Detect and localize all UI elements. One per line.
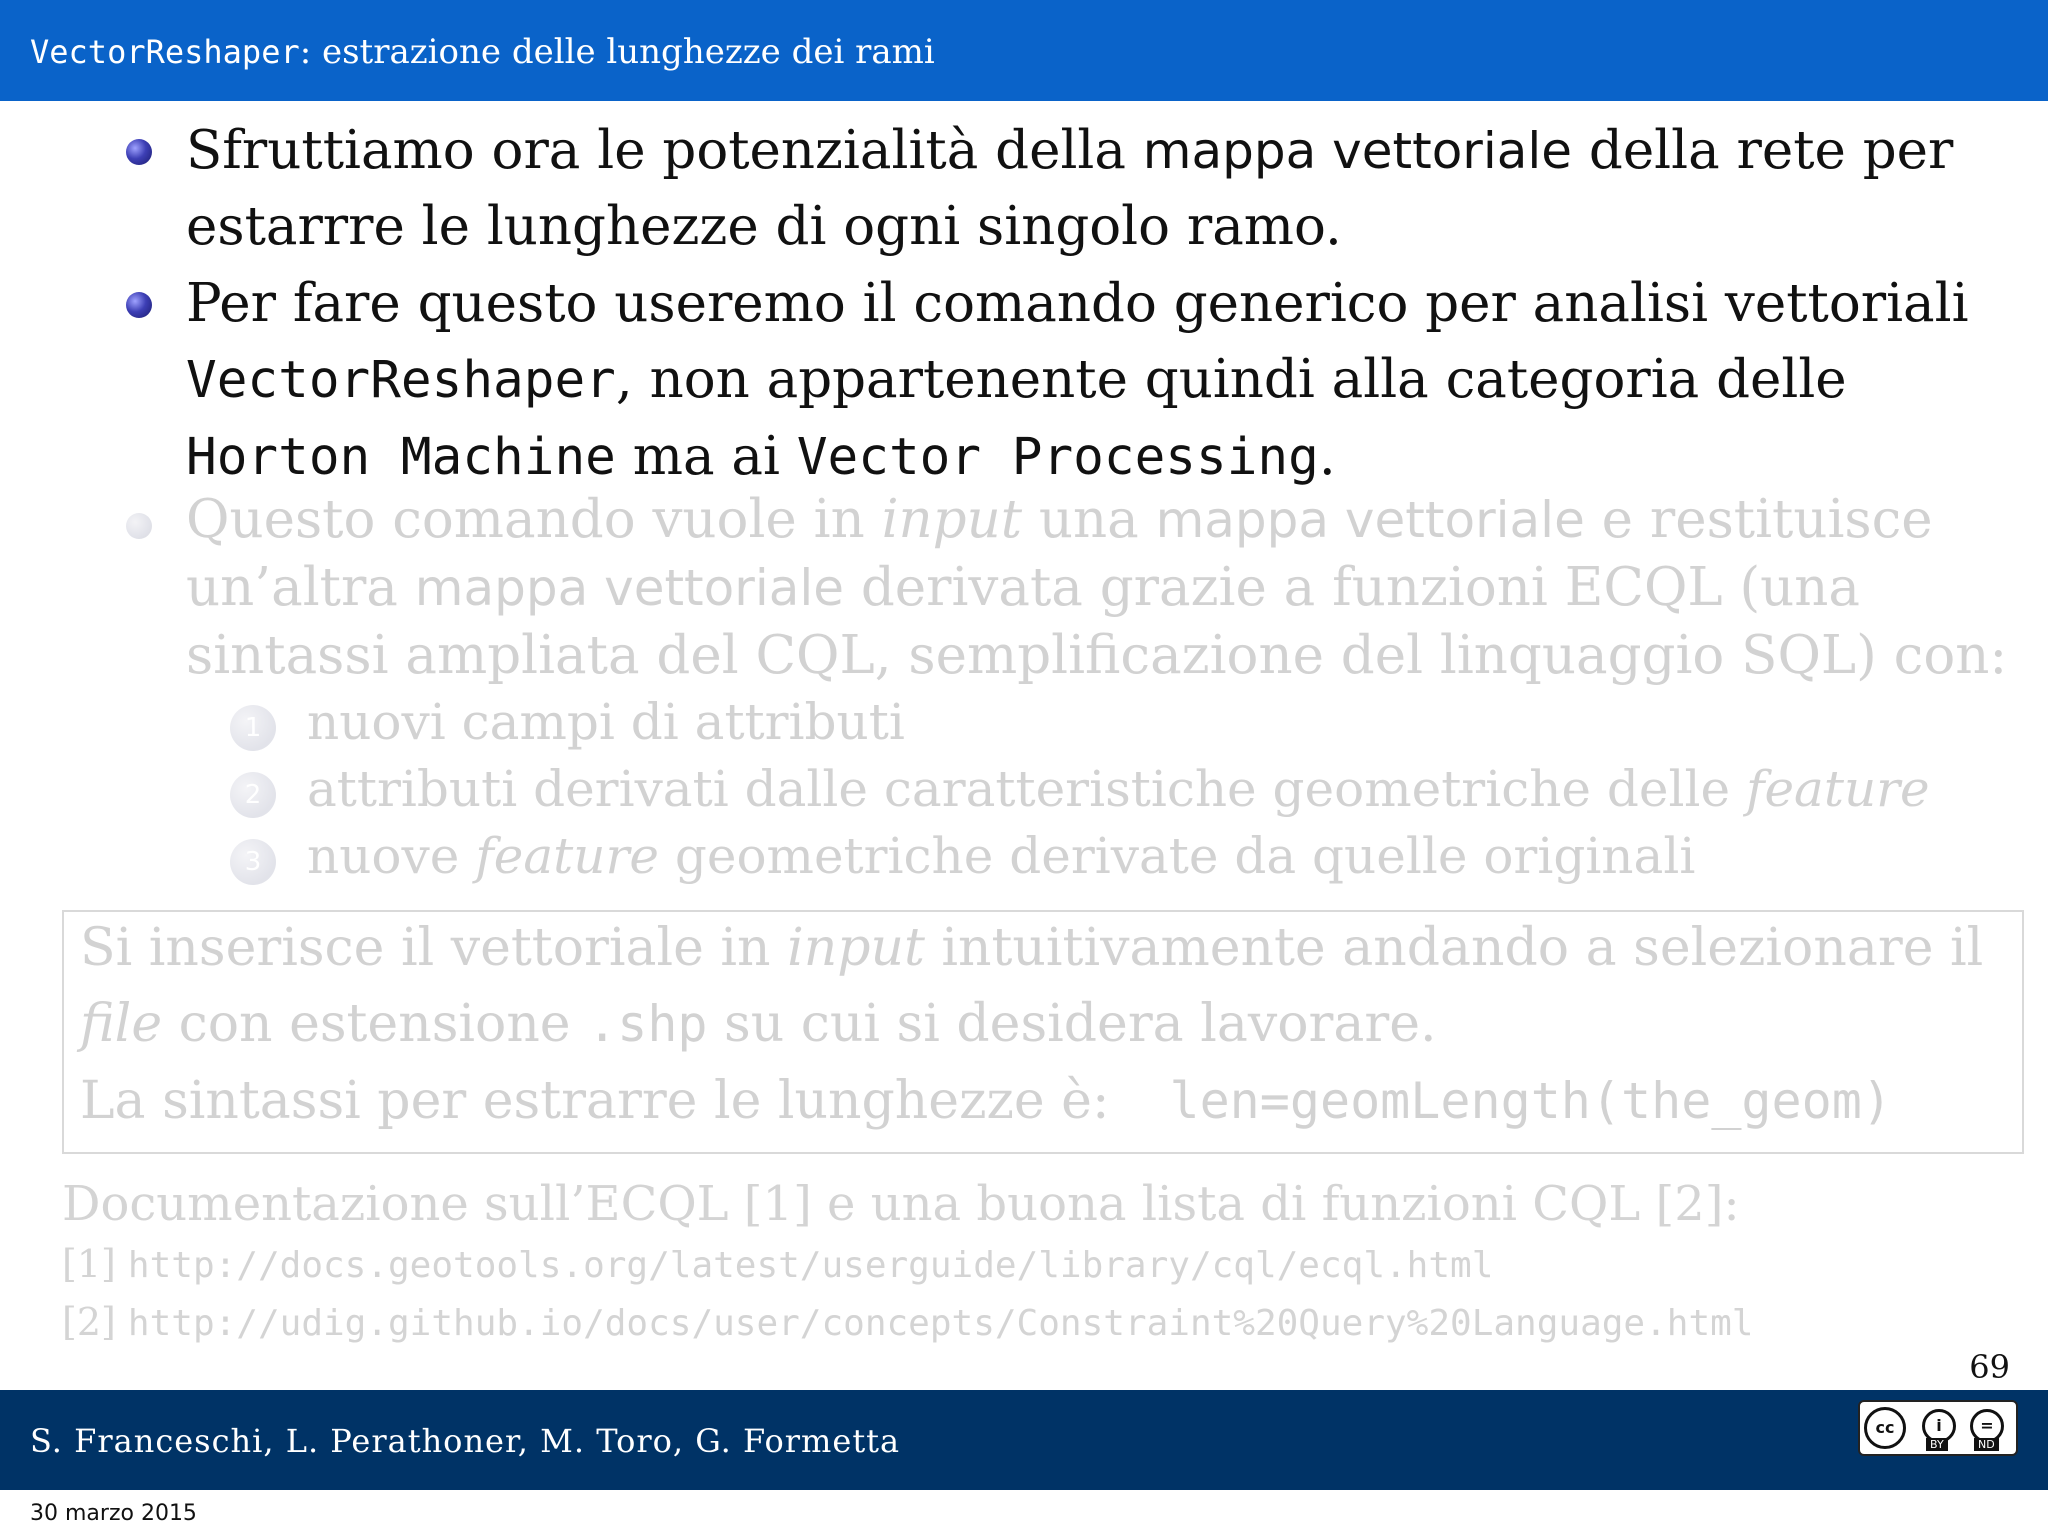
nd-label: ND bbox=[1974, 1438, 1999, 1451]
bullet-3-line-3: sintassi ampliata del CQL, semplificazione del linquaggio SQL) con: bbox=[186, 625, 2008, 686]
reference-2[interactable]: [2] http://udig.github.io/docs/user/concepts/Constraint%20Query%20Language.html bbox=[62, 1300, 1754, 1344]
cc-icon: cc bbox=[1864, 1407, 1906, 1449]
documentation-note: Documentazione sull’ECQL [1] e una buona lista di funzioni CQL [2]: bbox=[62, 1176, 1740, 1232]
slide-title: VectorReshaper: estrazione delle lunghezze dei rami bbox=[30, 32, 935, 72]
page-number: 69 bbox=[1969, 1348, 2010, 1386]
reference-1-link[interactable]: http://docs.geotools.org/latest/userguide/library/cql/ecql.html bbox=[127, 1245, 1494, 1286]
slide-header bbox=[0, 0, 2048, 101]
bullet-2-line-1: Per fare questo useremo il comando generico per analisi vettoriali bbox=[186, 273, 1969, 334]
bullet-2-line-2: VectorReshaper, non appartenente quindi alla categoria delle bbox=[186, 349, 1847, 410]
by-icon: i bbox=[1922, 1409, 1956, 1443]
nd-icon: = bbox=[1970, 1409, 2004, 1443]
bullet-icon bbox=[126, 513, 152, 539]
enum-number-1: 1 bbox=[230, 705, 276, 751]
enum-item-1: nuovi campi di attributi bbox=[307, 693, 905, 751]
by-label: BY bbox=[1926, 1438, 1948, 1451]
enum-item-2: attributi derivati dalle caratteristiche geometriche delle feature bbox=[307, 760, 1930, 818]
bullet-3-line-1: Questo comando vuole in input una mappa vettoriale e restituisce bbox=[186, 489, 1933, 550]
box-line-1: Si inserisce il vettoriale in input intuitivamente andando a selezionare il bbox=[80, 918, 1984, 978]
bullet-icon bbox=[126, 292, 152, 318]
enum-number-2: 2 bbox=[230, 772, 276, 818]
authors: S. Franceschi, L. Perathoner, M. Toro, G. Formetta bbox=[30, 1422, 901, 1460]
slide-date: 30 marzo 2015 bbox=[30, 1501, 197, 1526]
cc-license-badge bbox=[1858, 1400, 2018, 1456]
enum-number-3: 3 bbox=[230, 839, 276, 885]
bullet-icon bbox=[126, 139, 152, 165]
slide-footer bbox=[0, 1390, 2048, 1490]
bullet-2-line-3: Horton Machine ma ai Vector Processing. bbox=[186, 426, 1336, 487]
reference-2-link[interactable]: http://udig.github.io/docs/user/concepts/Constraint%20Query%20Language.html bbox=[127, 1303, 1754, 1344]
box-line-2: file con estensione .shp su cui si desidera lavorare. bbox=[80, 994, 1437, 1054]
reference-1[interactable]: [1] http://docs.geotools.org/latest/userguide/library/cql/ecql.html bbox=[62, 1242, 1494, 1286]
bullet-1-line-2: estarrre le lunghezze di ogni singolo ramo. bbox=[186, 196, 1342, 257]
bullet-1-line-1: Sfruttiamo ora le potenzialità della mappa vettoriale della rete per bbox=[186, 120, 1954, 181]
bullet-3-line-2: un’altra mappa vettoriale derivata grazie a funzioni ECQL (una bbox=[186, 557, 1860, 618]
enum-item-3: nuove feature geometriche derivate da quelle originali bbox=[307, 827, 1696, 885]
box-line-3: La sintassi per estrarre le lunghezze è: len=geomLength(the_geom) bbox=[80, 1071, 1892, 1131]
